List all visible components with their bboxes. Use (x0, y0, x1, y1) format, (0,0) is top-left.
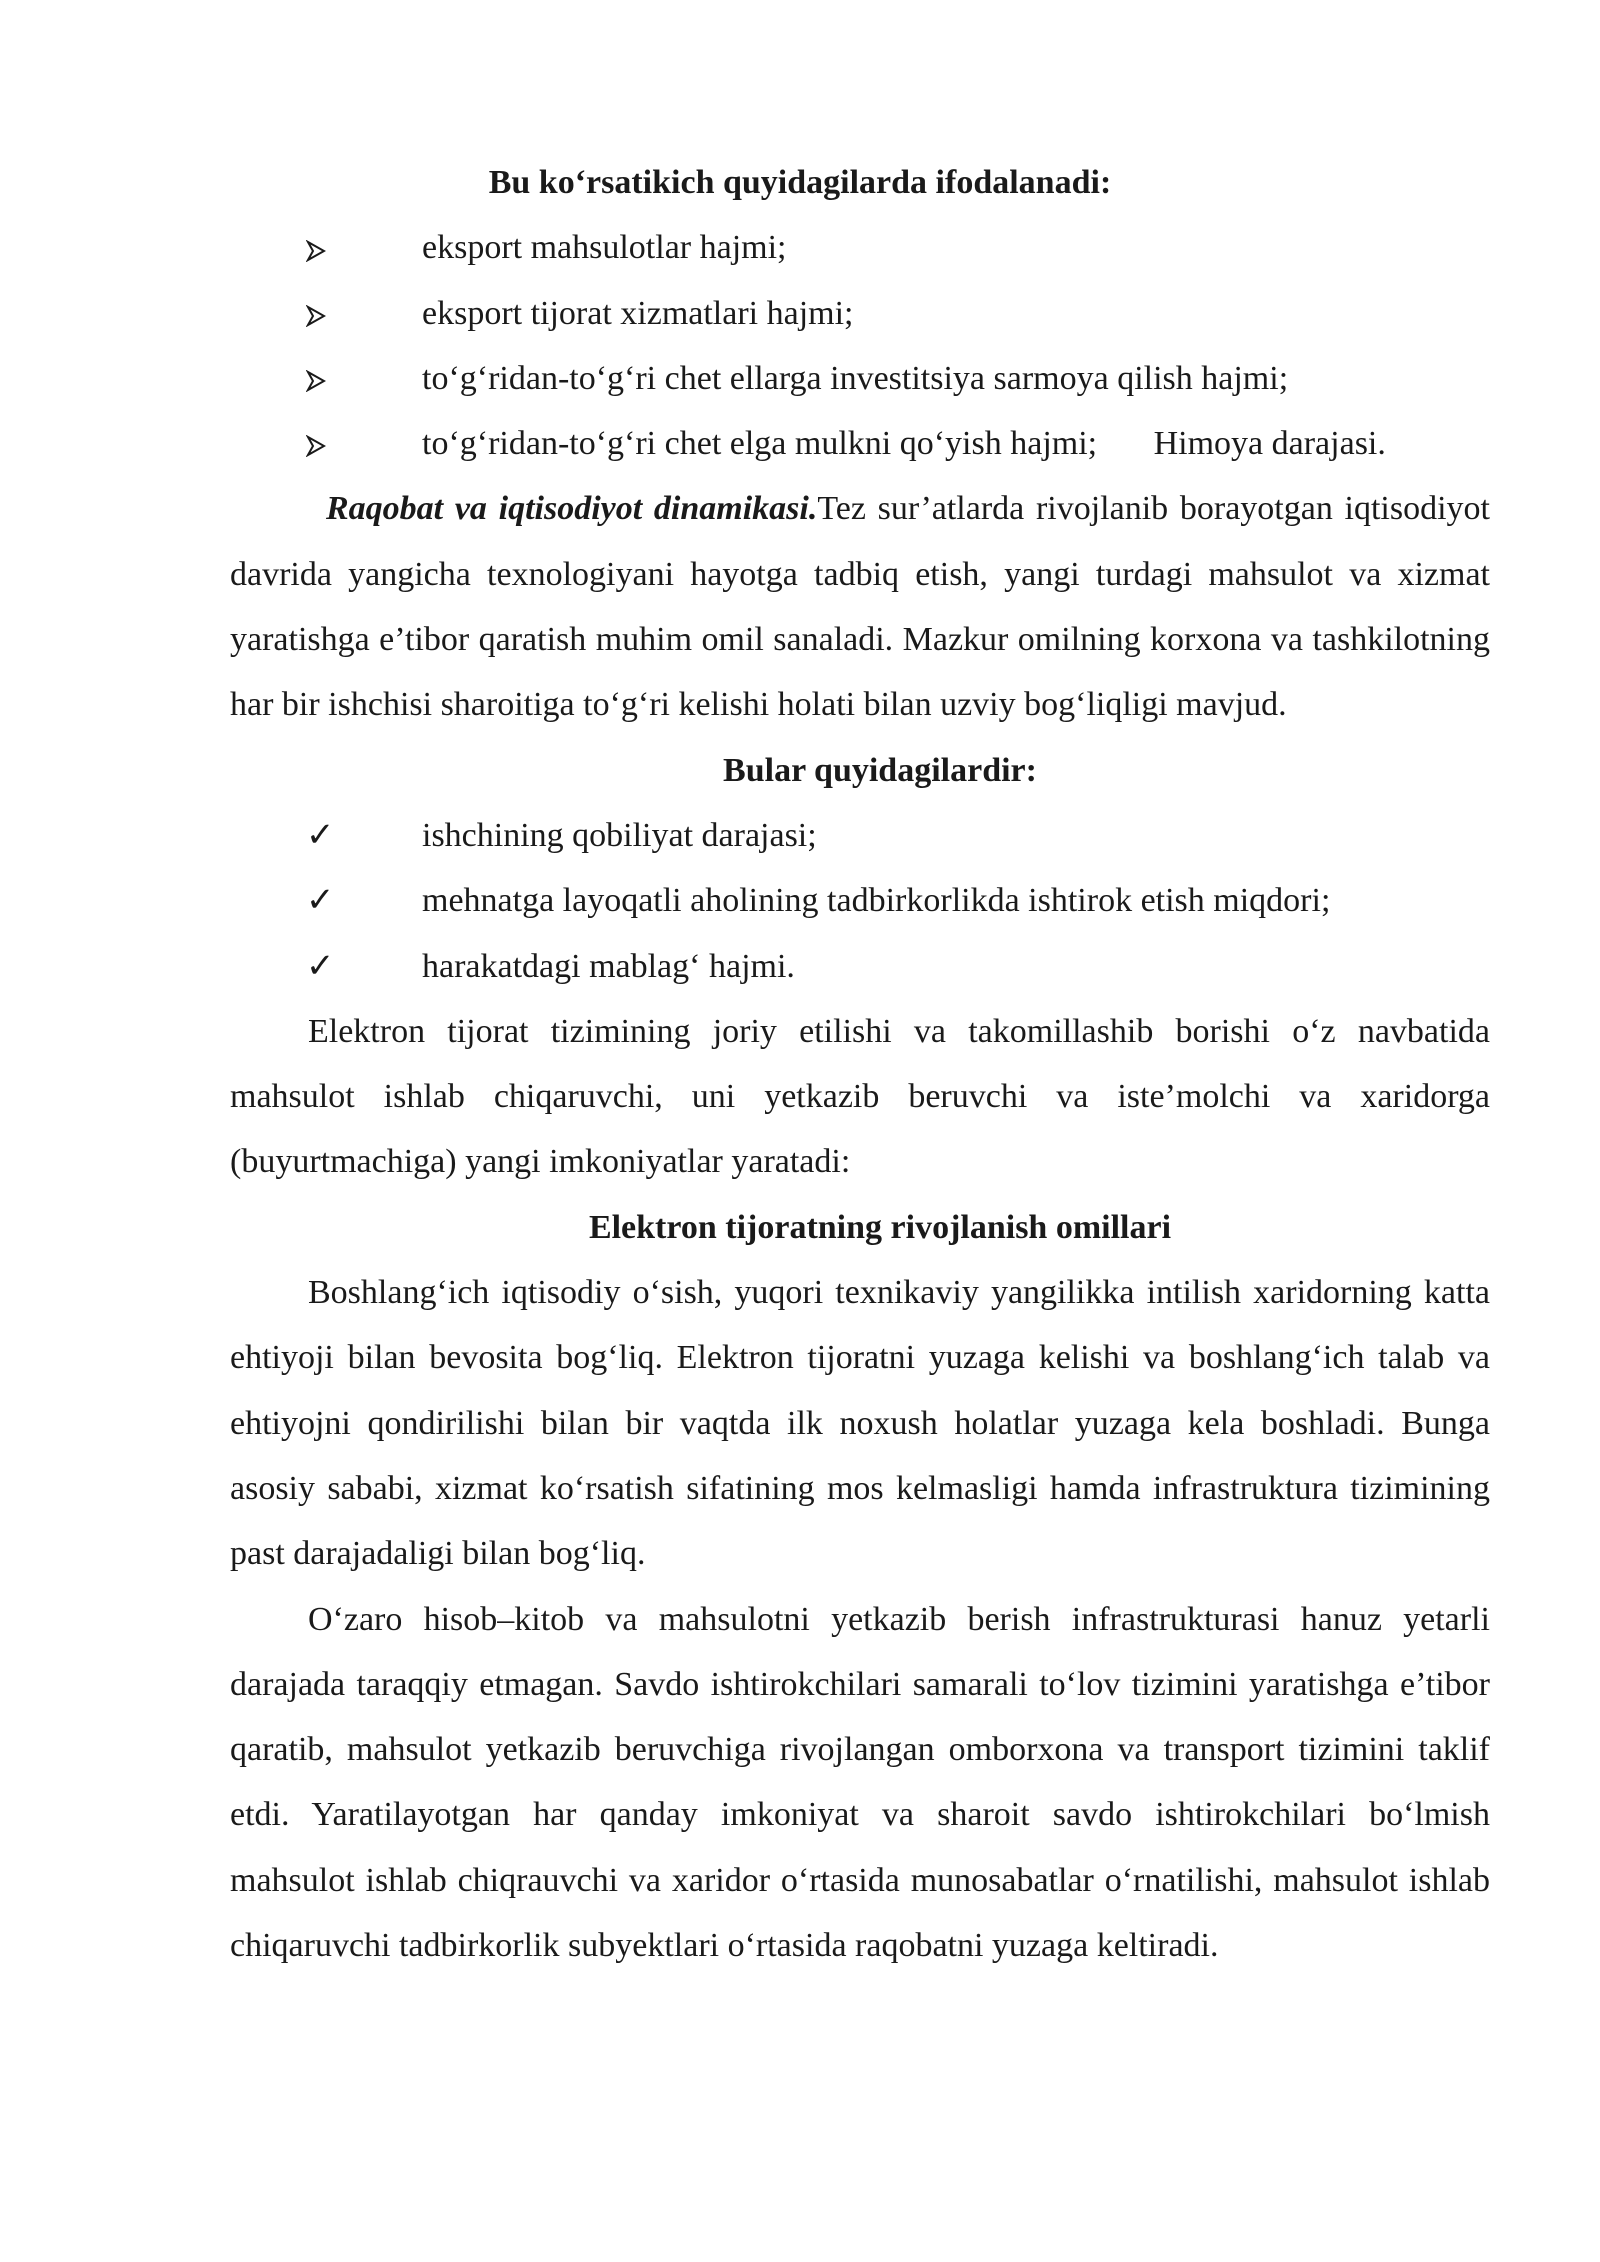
list-item (230, 346, 1490, 411)
check-bullet-list (230, 803, 1490, 999)
arrow-bullet-icon (306, 215, 336, 280)
list-item-text: mehnatga layoqatli aholining tadbirkorlikda ishtirok etish miqdori; (422, 882, 1331, 920)
list-item-text: eksport mahsulotlar hajmi; (422, 229, 787, 267)
arrow-bullet-icon (306, 346, 336, 411)
list-item (230, 934, 1490, 999)
list-item-text: harakatdagi mablag‘ hajmi. (422, 947, 795, 985)
paragraph-text: Tez sur’atlarda rivojlanib borayotgan iqtisodiyot davrida yangicha texnologiyani hayotga tadbiq etish, yangi turdagi mahsulot va xizmat yaratishga e’tibor qaratish muhim omil sanaladi. Mazkur omilning korxona va tashkilotning har bir ishchisi sharoitiga to‘g‘ri kelishi holati bilan uzviy bog‘liqligi mavjud. (230, 490, 1491, 724)
list-item (230, 215, 1490, 280)
list-trailing-text: Himoya darajasi. (1153, 425, 1386, 463)
checkmark-icon: ✓ (306, 947, 335, 985)
list-item (230, 281, 1490, 346)
document-page (230, 150, 1490, 1978)
arrow-bullet-icon (306, 411, 336, 476)
paragraph: O‘zaro hisob–kitob va mahsulotni yetkazib berish infrastrukturasi hanuz yetarli darajada taraqqiy etmagan. Savdo ishtirokchilari samarali to‘lov tizimini yaratishga e’tibor qaratib, mahsulot yetkazib beruvchiga rivojlangan omborxona va transport tizimini taklif etdi. Yaratilayotgan har qanday imkoniyat va sharoit savdo ishtirokchilari bo‘lmish mahsulot ishlab chiqrauvchi va xaridor o‘rtasida munosabatlar o‘rnatilishi, mahsulot ishlab chiqaruvchi tadbirkorlik subyektlari o‘rtasida raqobatni yuzaga keltiradi. (230, 1600, 1490, 1965)
list-item-text: eksport tijorat xizmatlari hajmi; (422, 294, 854, 332)
paragraph (230, 476, 1490, 737)
list-item (230, 868, 1490, 933)
arrow-bullet-list (230, 215, 1490, 476)
section-heading: Elektron tijoratning rivojlanish omillari (588, 1208, 1172, 1246)
list-item (230, 411, 1490, 476)
arrow-bullet-icon (306, 281, 336, 346)
list-item (230, 803, 1490, 868)
list-item-text: to‘g‘ridan-to‘g‘ri chet elga mulkni qo‘yish hajmi; (422, 425, 1098, 463)
list-item-text: to‘g‘ridan-to‘g‘ri chet ellarga investitsiya sarmoya qilish hajmi; (422, 359, 1289, 397)
checkmark-icon: ✓ (306, 816, 335, 854)
list-item-text: ishchining qobiliyat darajasi; (422, 816, 817, 854)
paragraph: Elektron tijorat tizimining joriy etilishi va takomillashib borishi o‘z navbatida mahsulot ishlab chiqaruvchi, uni yetkazib beruvchi va iste’molchi va xaridorga (buyurtmachiga) yangi imkoniyatlar yaratadi: (230, 1012, 1490, 1181)
section-heading: Bular quyidagilardir: (723, 751, 1037, 789)
checkmark-icon: ✓ (306, 882, 335, 920)
section-heading: Bu ko‘rsatikich quyidagilarda ifodalanadi: (488, 164, 1112, 201)
paragraph-lead: Raqobat va iqtisodiyot dinamikasi. (326, 490, 818, 528)
paragraph: Boshlang‘ich iqtisodiy o‘sish, yuqori texnikaviy yangilikka intilish xaridorning katta ehtiyoji bilan bevosita bog‘liq. Elektron tijoratni yuzaga kelishi va boshlang‘ich talab va ehtiyojni qondirilishi bilan bir vaqtda ilk noxush holatlar yuzaga kela boshladi. Bunga asosiy sababi, xizmat ko‘rsatish sifatining mos kelmasligi hamda infrastruktura tizimining past darajadaligi bilan bog‘liq. (230, 1274, 1490, 1573)
